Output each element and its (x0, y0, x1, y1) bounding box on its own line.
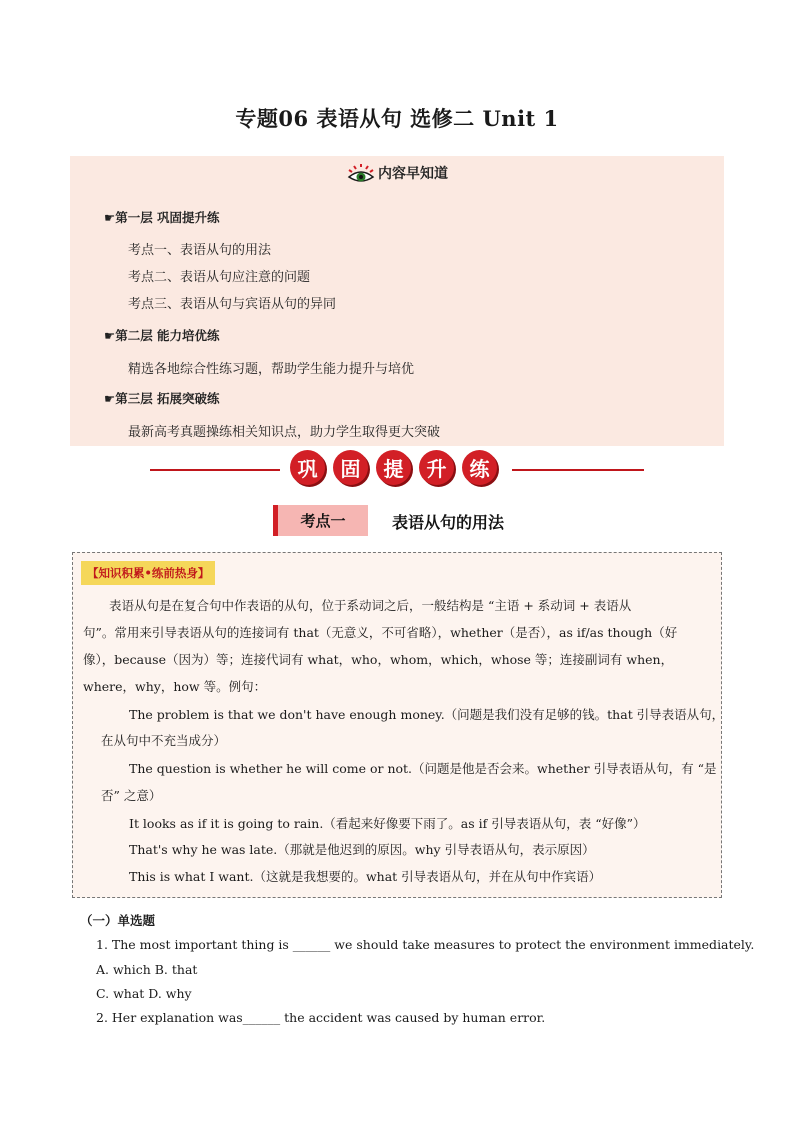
question-section-heading: （一）单选题 (80, 913, 156, 928)
knowledge-line: 表语从句是在复合句中作表语的从句，位于系动词之后，一般结构是 “主语 + 系动词 + 表语从 (109, 598, 632, 613)
banner-char: 提 (376, 450, 411, 485)
page-title: 专题06 表语从句 选修二 Unit 1 (235, 106, 559, 131)
knowledge-line: 在从句中不充当成分） (101, 733, 227, 748)
layer2-desc: 精选各地综合性练习题，帮助学生能力提升与培优 (128, 362, 415, 377)
layer1-item-3: 考点三、表语从句与宾语从句的异同 (128, 297, 337, 312)
layer3-desc: 最新高考真题操练相关知识点，助力学生取得更大突破 (128, 425, 441, 440)
content-overview-box (70, 156, 724, 446)
overview-heading (70, 160, 724, 186)
banner-char: 巩 (290, 450, 325, 485)
knowledge-line: 像），because（因为）等；连接代词有 what，who，whom，which，whose 等；连接副词有 when， (83, 652, 674, 667)
knowledge-line: The problem is that we don't have enough money.（问题是我们没有足够的钱。that 引导表语从句， (129, 707, 725, 722)
knowledge-line: where，why，how 等。例句： (83, 679, 267, 694)
question-1-options-cd: C. what D. why (96, 986, 192, 1001)
banner-line-left (150, 469, 280, 471)
knowledge-box (72, 552, 725, 898)
question-2: 2. Her explanation was______ the accident was caused by human error. (96, 1010, 546, 1025)
layer1-item-1: 考点一、表语从句的用法 (128, 243, 272, 258)
section-banner (150, 450, 644, 490)
eye-icon (346, 162, 376, 184)
banner-chars (290, 450, 497, 485)
knowledge-line: It looks as if it is going to rain.（看起来好像要下雨了。as if 引导表语从句，表 “好像”） (129, 816, 646, 831)
banner-char: 固 (333, 450, 368, 485)
banner-line-right (512, 469, 644, 471)
knowledge-tag: 【知识积累•练前热身】 (81, 561, 215, 585)
knowledge-line: 句”。常用来引导表语从句的连接词有 that（无意义，不可省略），whether（是否），as if/as though（好 (83, 625, 678, 640)
knowledge-line: The question is whether he will come or not.（问题是他是否会来。whether 引导表语从句，有 “是 (129, 761, 717, 776)
layer1-heading: ☛第一层 巩固提升练 (104, 210, 220, 225)
layer3-heading: ☛第三层 拓展突破练 (104, 391, 220, 406)
overview-heading-text: 内容早知道 (378, 166, 448, 182)
layer2-heading: ☛第二层 能力培优练 (104, 328, 220, 343)
banner-char: 练 (462, 450, 497, 485)
kaodian-tag: 考点一 (273, 505, 368, 536)
question-1: 1. The most important thing is ______ we should take measures to protect the environment immediately. (96, 937, 755, 952)
knowledge-line: That's why he was late.（那就是他迟到的原因。why 引导表语从句，表示原因） (129, 842, 595, 857)
banner-char: 升 (419, 450, 454, 485)
knowledge-line: This is what I want.（这就是我想要的。what 引导表语从句，并在从句中作宾语） (129, 869, 602, 884)
question-1-options-ab: A. which B. that (96, 962, 198, 977)
kaodian-title: 表语从句的用法 (392, 513, 505, 532)
layer1-item-2: 考点二、表语从句应注意的问题 (128, 270, 311, 285)
knowledge-line: 否” 之意） (101, 788, 162, 803)
